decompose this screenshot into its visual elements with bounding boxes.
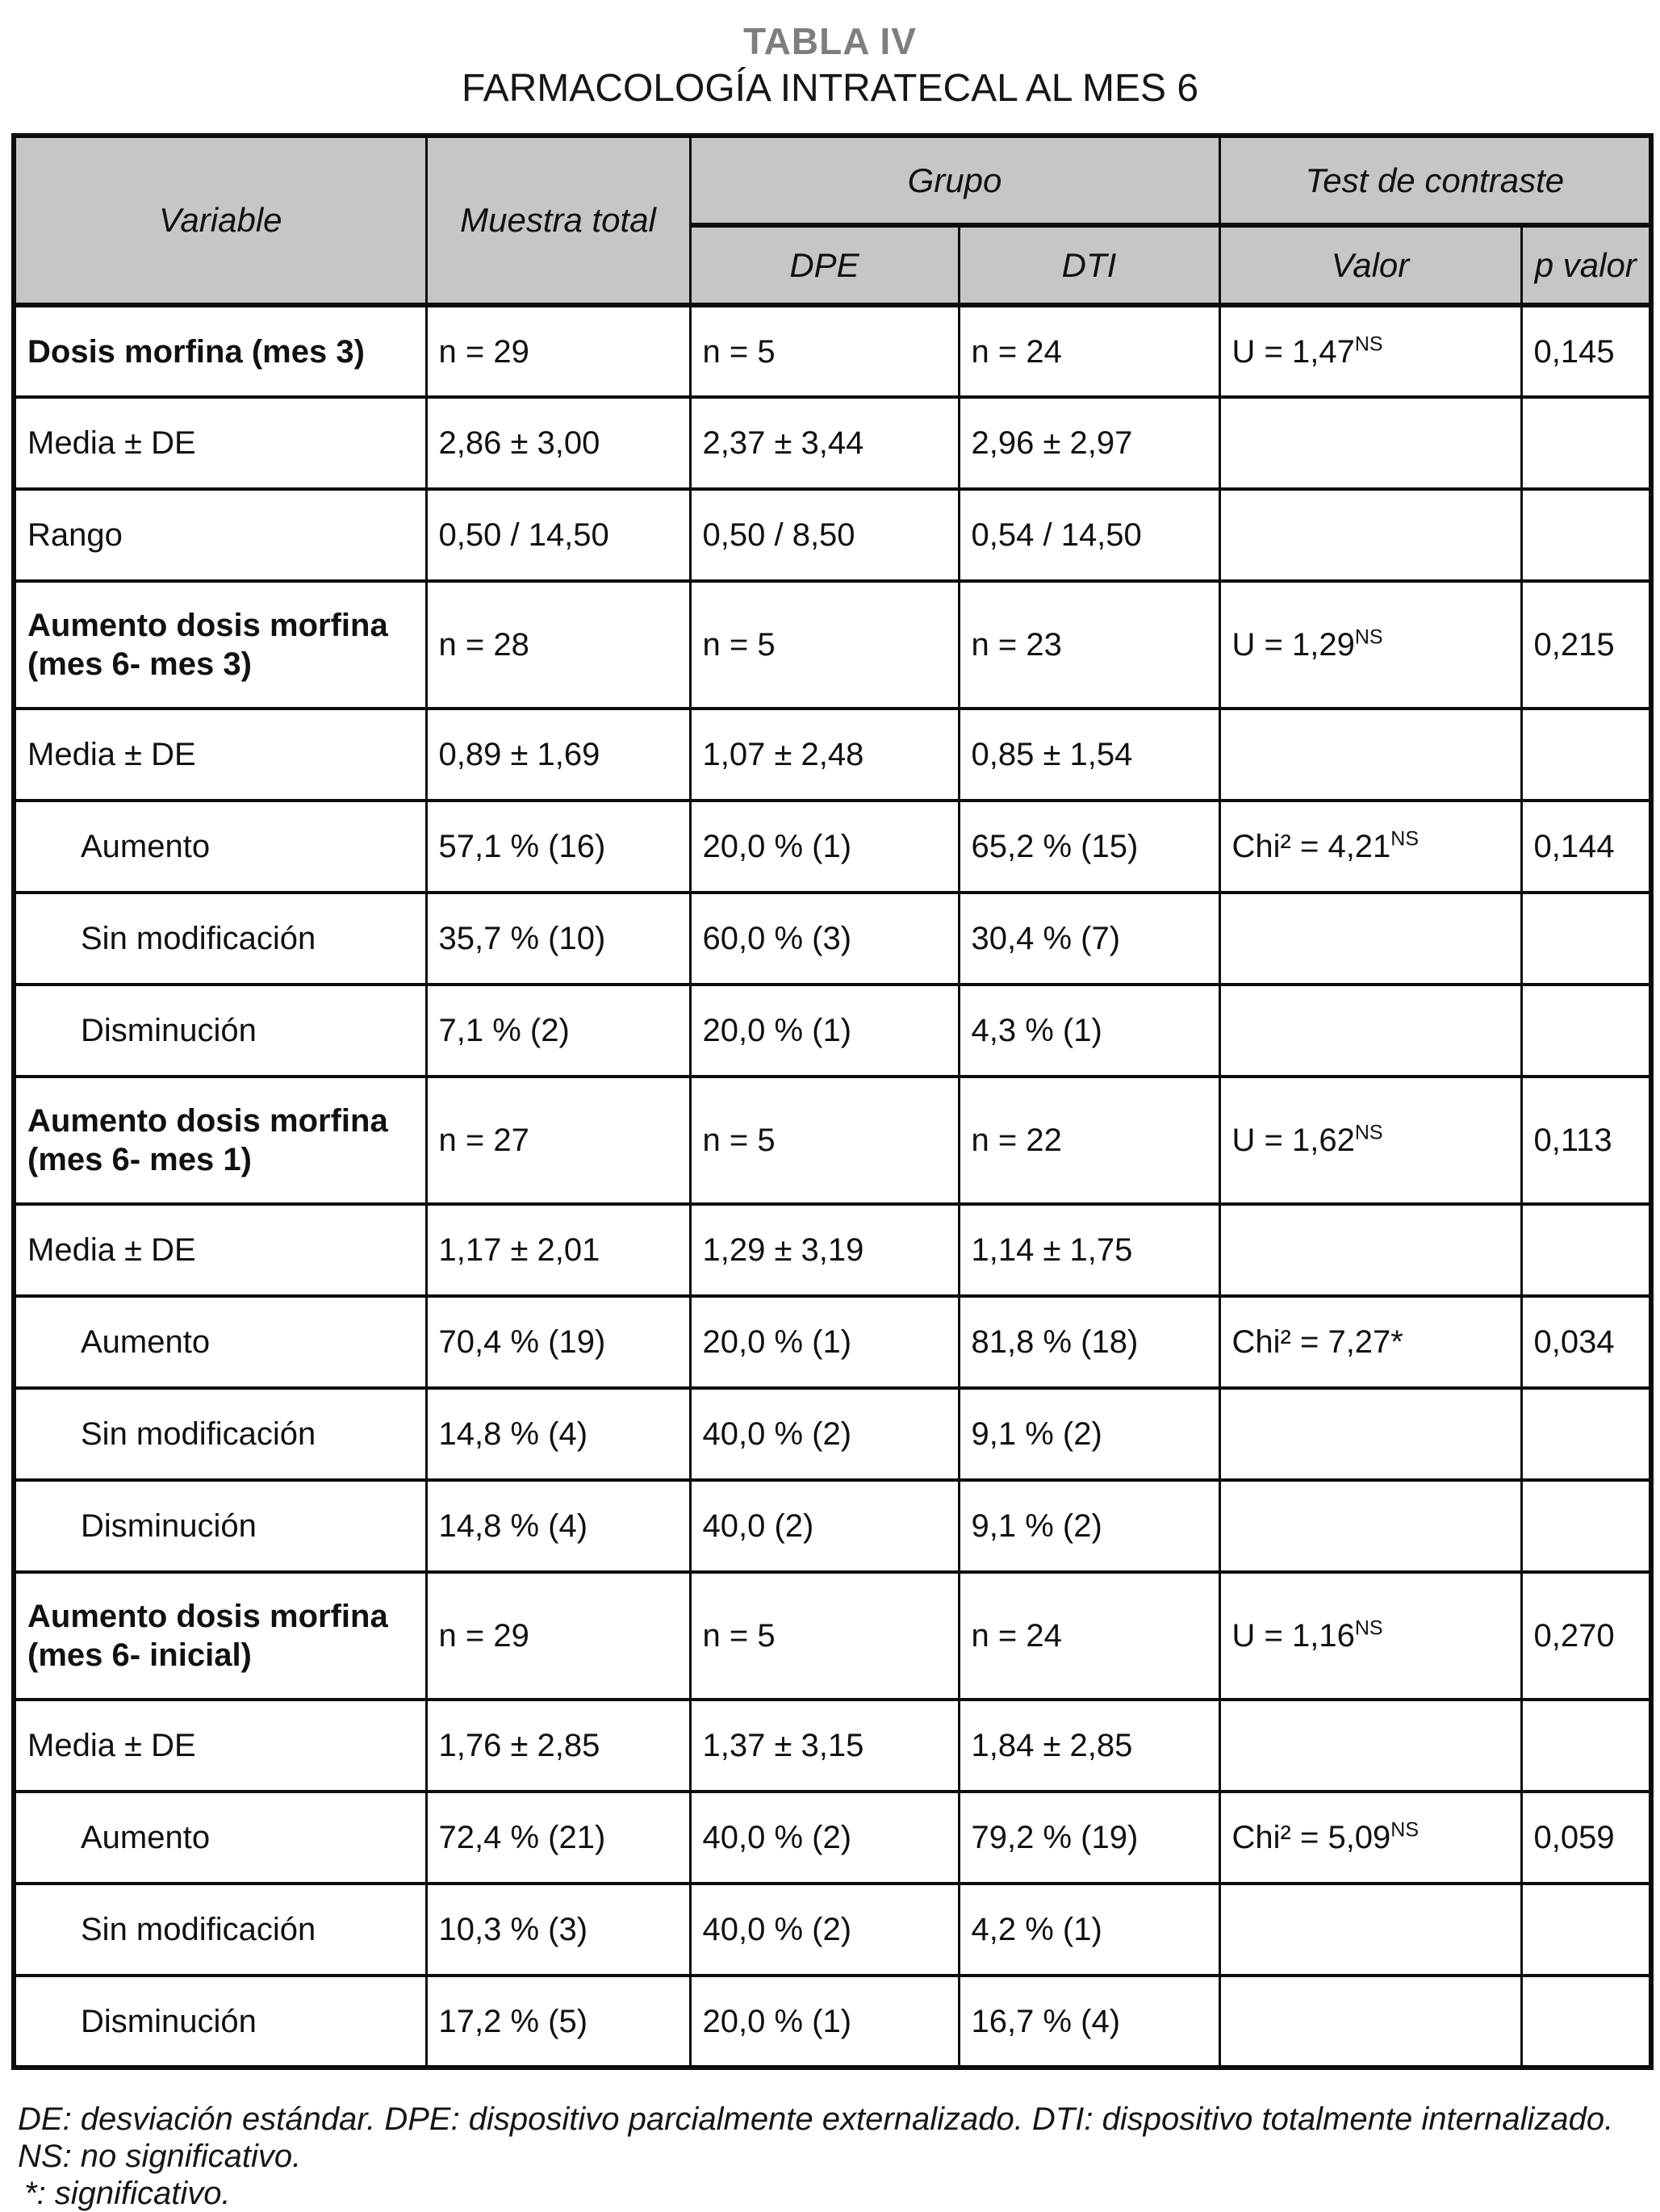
row-variable-label: Sin modificación (14, 1884, 426, 1976)
cell-dti: 65,2 % (15) (959, 801, 1219, 893)
test-value: U = 1,29 (1231, 627, 1355, 663)
row-variable-label: Media ± DE (14, 397, 426, 489)
table-row (14, 1976, 1651, 2068)
cell-test-valor (1219, 985, 1521, 1077)
test-value: U = 1,62 (1231, 1123, 1355, 1158)
cell-dti: n = 24 (959, 1572, 1219, 1700)
cell-muestra-total: n = 29 (426, 305, 690, 397)
cell-p-valor (1521, 1884, 1651, 1976)
table-row (14, 801, 1651, 893)
cell-test-valor (1219, 1792, 1521, 1884)
cell-muestra-total: 17,2 % (5) (426, 1976, 690, 2068)
row-variable-label: Media ± DE (14, 709, 426, 801)
cell-p-valor (1521, 1388, 1651, 1480)
cell-dpe: n = 5 (690, 1572, 959, 1700)
col-header-test-contraste: Test de contraste (1219, 136, 1651, 225)
cell-test-valor (1219, 489, 1521, 581)
table-number-title: TABLA IV (743, 20, 917, 62)
cell-p-valor (1521, 985, 1651, 1077)
cell-p-valor (1521, 397, 1651, 489)
test-value: Chi² = 4,21 (1231, 829, 1391, 864)
header-row-groups (14, 136, 1651, 225)
row-variable-label: Sin modificación (14, 1388, 426, 1480)
significance-superscript: NS (1390, 827, 1420, 851)
cell-p-valor: 0,034 (1521, 1296, 1651, 1388)
cell-p-valor (1521, 709, 1651, 801)
cell-dti: 9,1 % (2) (959, 1480, 1219, 1572)
cell-dti: n = 24 (959, 305, 1219, 397)
col-header-muestra-total: Muestra total (426, 136, 690, 305)
cell-dpe: 40,0 (2) (690, 1480, 959, 1572)
row-variable-label: Disminución (14, 1480, 426, 1572)
col-header-variable: Variable (14, 136, 426, 305)
table-main-title: FARMACOLOGÍA INTRATECAL AL MES 6 (461, 67, 1199, 110)
cell-muestra-total: 1,76 ± 2,85 (426, 1700, 690, 1792)
cell-p-valor (1521, 1480, 1651, 1572)
cell-dpe: 40,0 % (2) (690, 1388, 959, 1480)
cell-muestra-total: 14,8 % (4) (426, 1480, 690, 1572)
cell-p-valor: 0,145 (1521, 305, 1651, 397)
table-header (14, 136, 1651, 305)
row-variable-label: Media ± DE (14, 1204, 426, 1296)
cell-muestra-total: n = 29 (426, 1572, 690, 1700)
row-variable-label: Aumento dosis morfina (mes 6- inicial) (14, 1572, 426, 1700)
cell-dti: 0,85 ± 1,54 (959, 709, 1219, 801)
cell-test-valor (1219, 1572, 1521, 1700)
table-row (14, 1077, 1651, 1204)
cell-p-valor: 0,144 (1521, 801, 1651, 893)
row-variable-label: Disminución (14, 1976, 426, 2068)
cell-muestra-total: 57,1 % (16) (426, 801, 690, 893)
col-header-dpe: DPE (690, 225, 959, 305)
col-header-grupo: Grupo (690, 136, 1219, 225)
cell-dti: n = 23 (959, 581, 1219, 709)
table-row (14, 489, 1651, 581)
cell-test-valor (1219, 581, 1521, 709)
cell-dti: 2,96 ± 2,97 (959, 397, 1219, 489)
row-variable-label: Aumento (14, 801, 426, 893)
table-row (14, 893, 1651, 985)
table-row (14, 397, 1651, 489)
table-row (14, 1884, 1651, 1976)
cell-test-valor (1219, 1884, 1521, 1976)
significance-superscript: NS (1354, 1616, 1383, 1640)
cell-dti: 79,2 % (19) (959, 1792, 1219, 1884)
row-variable-label: Aumento (14, 1296, 426, 1388)
table-row (14, 709, 1651, 801)
cell-dpe: 0,50 / 8,50 (690, 489, 959, 581)
col-header-valor: Valor (1219, 225, 1521, 305)
footnote-ns: NS: no significativo. (18, 2139, 302, 2174)
cell-p-valor (1521, 1700, 1651, 1792)
cell-dpe: 20,0 % (1) (690, 985, 959, 1077)
cell-dpe: 20,0 % (1) (690, 1296, 959, 1388)
table-row (14, 305, 1651, 397)
cell-dpe: 40,0 % (2) (690, 1884, 959, 1976)
cell-muestra-total: n = 28 (426, 581, 690, 709)
table-row (14, 1792, 1651, 1884)
cell-test-valor (1219, 1077, 1521, 1204)
cell-muestra-total: 1,17 ± 2,01 (426, 1204, 690, 1296)
cell-p-valor (1521, 1204, 1651, 1296)
cell-test-valor (1219, 305, 1521, 397)
cell-dti: 30,4 % (7) (959, 893, 1219, 985)
footnote-abbreviations: DE: desviación estándar. DPE: dispositivo parcialmente externalizado. DTI: dispositivo totalmente internalizado. (18, 2101, 1614, 2137)
table-body (14, 305, 1651, 2068)
cell-dpe: 1,37 ± 3,15 (690, 1700, 959, 1792)
table-row (14, 1572, 1651, 1700)
significance-superscript: NS (1354, 1121, 1383, 1144)
cell-muestra-total: 72,4 % (21) (426, 1792, 690, 1884)
row-variable-label: Media ± DE (14, 1700, 426, 1792)
cell-dpe: n = 5 (690, 581, 959, 709)
cell-dpe: n = 5 (690, 1077, 959, 1204)
cell-test-valor (1219, 1700, 1521, 1792)
significance-superscript: NS (1354, 332, 1383, 356)
cell-dpe: 60,0 % (3) (690, 893, 959, 985)
cell-test-valor (1219, 1388, 1521, 1480)
cell-muestra-total: 10,3 % (3) (426, 1884, 690, 1976)
cell-p-valor (1521, 893, 1651, 985)
cell-p-valor: 0,059 (1521, 1792, 1651, 1884)
row-variable-label: Aumento dosis morfina (mes 6- mes 1) (14, 1077, 426, 1204)
pharmacology-table (11, 133, 1654, 2070)
cell-dti: 9,1 % (2) (959, 1388, 1219, 1480)
cell-test-valor (1219, 1480, 1521, 1572)
cell-dpe: 1,29 ± 3,19 (690, 1204, 959, 1296)
cell-dpe: 40,0 % (2) (690, 1792, 959, 1884)
cell-test-valor (1219, 397, 1521, 489)
table-title-block (0, 0, 1660, 111)
row-variable-label: Aumento dosis morfina (mes 6- mes 3) (14, 581, 426, 709)
row-variable-label: Dosis morfina (mes 3) (14, 305, 426, 397)
cell-test-valor (1219, 709, 1521, 801)
row-variable-label: Disminución (14, 985, 426, 1077)
cell-dti: n = 22 (959, 1077, 1219, 1204)
cell-test-valor (1219, 801, 1521, 893)
table-row (14, 1204, 1651, 1296)
cell-dpe: 20,0 % (1) (690, 1976, 959, 2068)
table-row (14, 1700, 1651, 1792)
cell-dpe: 1,07 ± 2,48 (690, 709, 959, 801)
row-variable-label: Sin modificación (14, 893, 426, 985)
test-value: U = 1,16 (1231, 1618, 1355, 1654)
cell-dpe: 20,0 % (1) (690, 801, 959, 893)
cell-p-valor: 0,270 (1521, 1572, 1651, 1700)
cell-p-valor: 0,215 (1521, 581, 1651, 709)
cell-p-valor (1521, 1976, 1651, 2068)
table-row (14, 985, 1651, 1077)
test-value: Chi² = 5,09 (1231, 1820, 1391, 1855)
cell-dpe: 2,37 ± 3,44 (690, 397, 959, 489)
footnote-asterisk: *: significativo. (24, 2176, 231, 2211)
cell-dti: 16,7 % (4) (959, 1976, 1219, 2068)
footnotes (18, 2101, 1660, 2212)
row-variable-label: Aumento (14, 1792, 426, 1884)
cell-dti: 1,84 ± 2,85 (959, 1700, 1219, 1792)
cell-muestra-total: 0,89 ± 1,69 (426, 709, 690, 801)
cell-test-valor (1219, 1204, 1521, 1296)
significance-superscript: NS (1354, 625, 1383, 649)
col-header-p-valor: p valor (1521, 225, 1651, 305)
table-row (14, 581, 1651, 709)
cell-dpe: n = 5 (690, 305, 959, 397)
cell-muestra-total: 7,1 % (2) (426, 985, 690, 1077)
table-row (14, 1480, 1651, 1572)
cell-muestra-total: 70,4 % (19) (426, 1296, 690, 1388)
cell-p-valor (1521, 489, 1651, 581)
cell-muestra-total: 14,8 % (4) (426, 1388, 690, 1480)
test-value: U = 1,47 (1231, 333, 1355, 370)
cell-dti: 0,54 / 14,50 (959, 489, 1219, 581)
row-variable-label: Rango (14, 489, 426, 581)
cell-test-valor (1219, 893, 1521, 985)
table-row (14, 1388, 1651, 1480)
cell-dti: 4,2 % (1) (959, 1884, 1219, 1976)
cell-muestra-total: 2,86 ± 3,00 (426, 397, 690, 489)
cell-muestra-total: 35,7 % (10) (426, 893, 690, 985)
cell-p-valor: 0,113 (1521, 1077, 1651, 1204)
cell-muestra-total: 0,50 / 14,50 (426, 489, 690, 581)
cell-dti: 4,3 % (1) (959, 985, 1219, 1077)
table-row (14, 1296, 1651, 1388)
cell-test-valor (1219, 1296, 1521, 1388)
cell-dti: 81,8 % (18) (959, 1296, 1219, 1388)
col-header-dti: DTI (959, 225, 1219, 305)
cell-muestra-total: n = 27 (426, 1077, 690, 1204)
cell-test-valor (1219, 1976, 1521, 2068)
significance-superscript: NS (1390, 1818, 1420, 1842)
cell-dti: 1,14 ± 1,75 (959, 1204, 1219, 1296)
test-value: Chi² = 7,27* (1231, 1324, 1403, 1360)
